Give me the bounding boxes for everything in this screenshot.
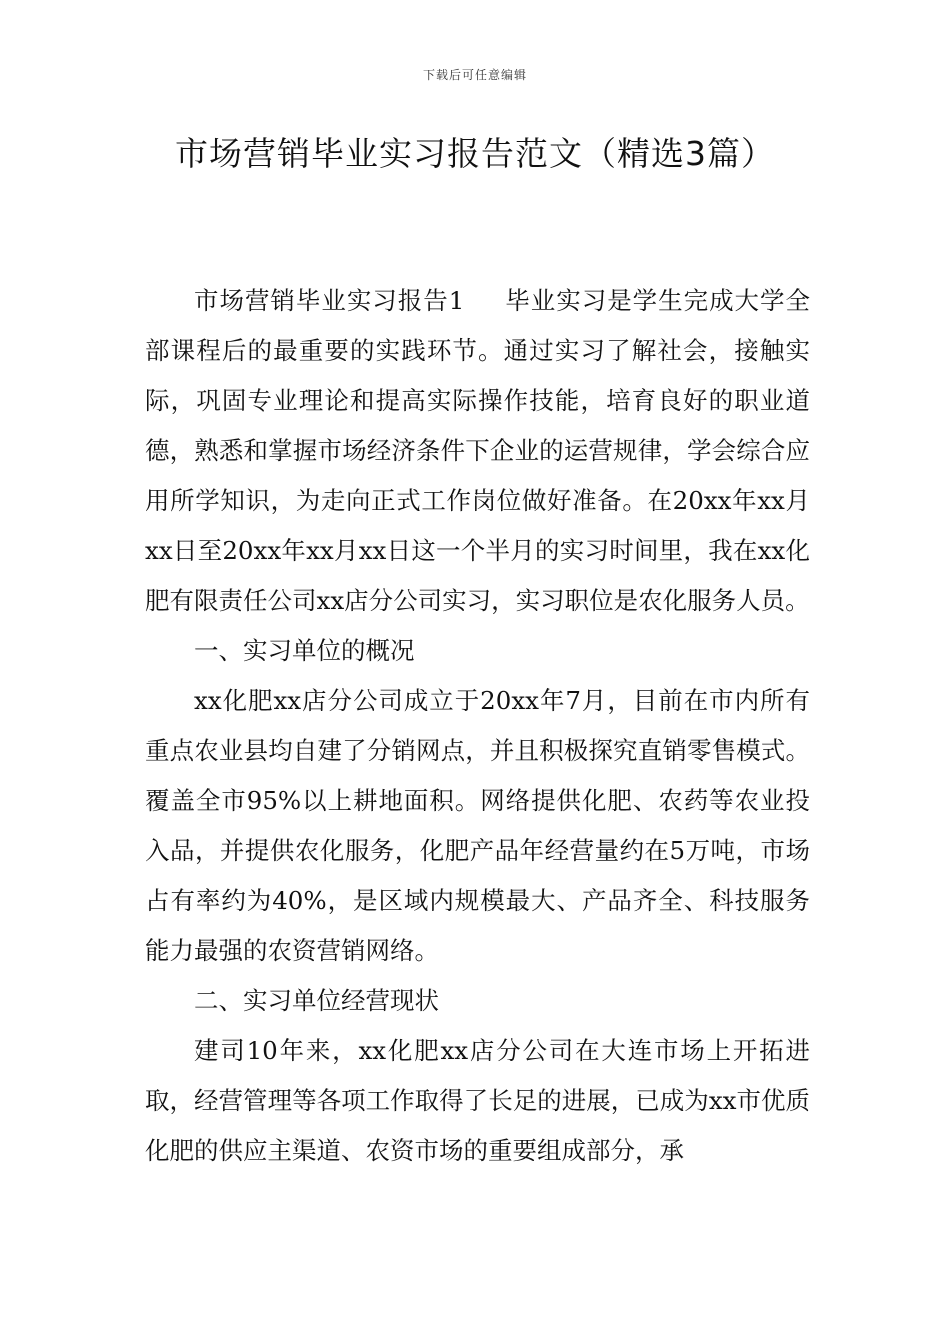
- paragraph-1: 毕业实习是学生完成大学全部课程后的最重要的实践环节。通过实习了解社会，接触实际，巩固专业理论和提高实际操作技能，培育良好的职业道德，熟悉和掌握市场经济条件下企业的运营规律，学会综合应用所学知识，为走向正式工作岗位做好准备。在20xx年xx月xx日至20xx年xx月xx日这一个半月的实习时间里，我在xx化肥有限责任公司xx店分公司实习，实习职位是农化服务人员。: [145, 286, 811, 615]
- header-note: 下载后可任意编辑: [422, 68, 527, 82]
- document-title: 市场营销毕业实习报告范文（精选3篇）: [175, 134, 775, 173]
- paragraph-3: 建司10年来，xx化肥xx店分公司在大连市场上开拓进取，经营管理等各项工作取得了长足的进展，已成为xx市优质化肥的供应主渠道、农资市场的重要组成部分，承: [145, 1036, 810, 1165]
- section-1-heading: 一、实习单位的概况: [194, 636, 415, 665]
- paragraph-2: xx化肥xx店分公司成立于20xx年7月，目前在市内所有重点农业县均自建了分销网点，并且积极探究直销零售模式。覆盖全市95%以上耕地面积。网络提供化肥、农药等农业投入品，并提供农化服务，化肥产品年经营量约在5万吨，市场占有率约为40%，是区域内规模最大、产品齐全、科技服务能力最强的农资营销网络。: [145, 686, 810, 965]
- document-body: [145, 276, 810, 1176]
- report-intro-paragraph: [145, 276, 810, 626]
- report-heading: 市场营销毕业实习报告1: [194, 286, 465, 315]
- section-2-heading: 二、实习单位经营现状: [194, 986, 439, 1015]
